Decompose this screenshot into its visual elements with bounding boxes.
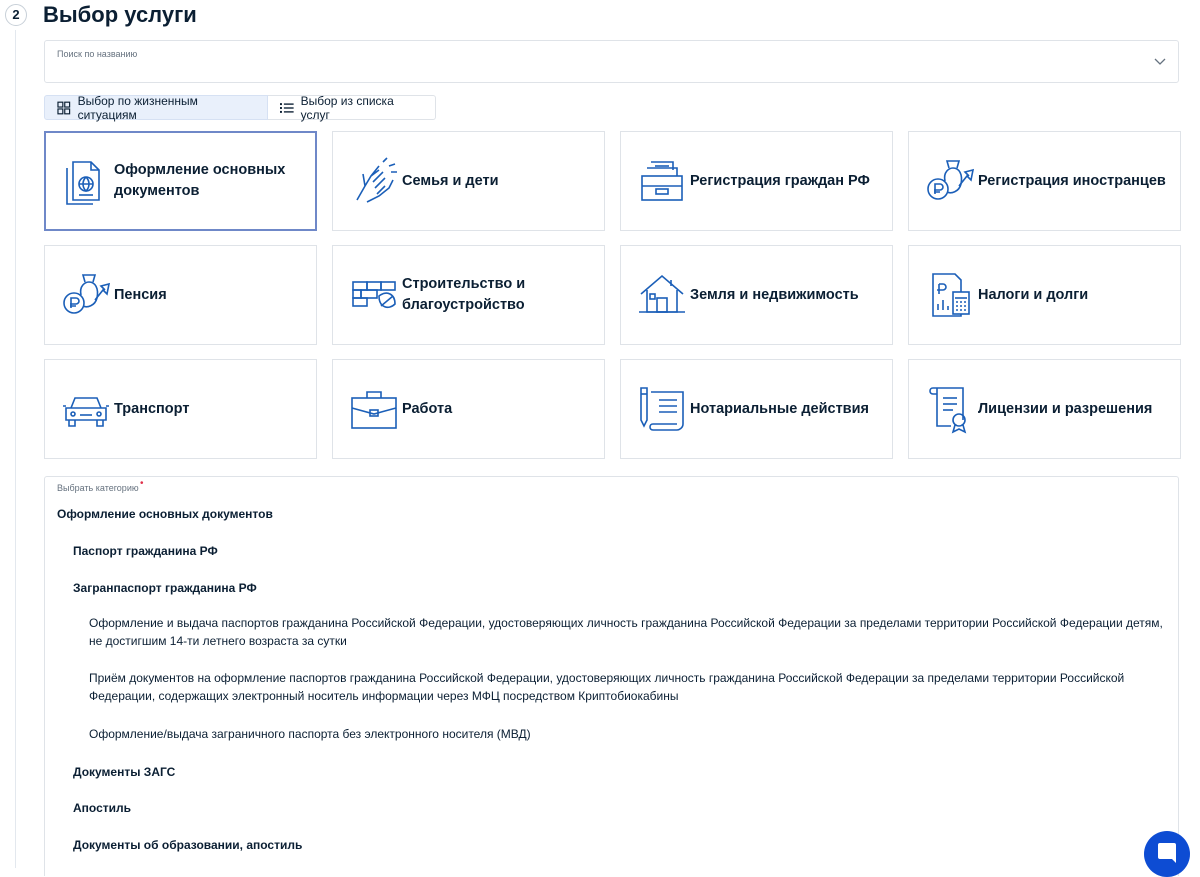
- category-card-taxes[interactable]: [908, 245, 1181, 345]
- money-bag-icon: [925, 156, 975, 206]
- tree-item-apostille[interactable]: Апостиль: [73, 801, 132, 815]
- chat-button[interactable]: [1144, 831, 1190, 877]
- page-title: Выбор услуги: [43, 2, 197, 27]
- tree-item-service[interactable]: Оформление/выдача заграничного паспорта без электронного носителя (МВД): [89, 727, 531, 741]
- tab-service-list[interactable]: [268, 95, 436, 120]
- category-card-documents[interactable]: [44, 131, 317, 231]
- house-icon: [637, 270, 687, 320]
- category-grid: [44, 131, 1180, 459]
- briefcase-icon: [349, 384, 399, 434]
- category-label: Налоги и долги: [978, 286, 1089, 303]
- category-label: Земля и недвижимость: [690, 286, 859, 303]
- tree-item-education[interactable]: Документы об образовании, апостиль: [73, 838, 303, 852]
- category-card-family[interactable]: [332, 131, 605, 231]
- chat-icon-tail: [1170, 857, 1176, 863]
- required-marker: •: [140, 478, 144, 489]
- tree-item-root[interactable]: Оформление основных документов: [57, 507, 273, 521]
- category-card-work[interactable]: [332, 359, 605, 459]
- category-label: Регистрация граждан РФ: [690, 172, 870, 189]
- hands-icon: [349, 156, 399, 206]
- category-card-notary[interactable]: [620, 359, 893, 459]
- category-select-label: Выбрать категорию: [57, 483, 139, 493]
- search-input-label: Поиск по названию: [57, 49, 138, 59]
- category-card-registration-citizens[interactable]: [620, 131, 893, 231]
- search-input[interactable]: [44, 40, 1179, 83]
- tab-life-situations[interactable]: [44, 95, 268, 120]
- tree-item-service[interactable]: Приём документов на оформление паспортов гражданина Российской Федерации, удостоверяющих личность гражданина Российской Федерации за пределами территории Российской Федерации, содержащих электронный носитель информации через МФЦ посредством Криптобиокабины: [89, 671, 1125, 703]
- chevron-down-icon[interactable]: [1154, 58, 1166, 66]
- certificate-icon: [925, 384, 975, 434]
- category-card-construction[interactable]: [332, 245, 605, 345]
- category-label: Семья и дети: [402, 172, 499, 189]
- category-card-pension[interactable]: [44, 245, 317, 345]
- bricks-icon: [349, 270, 399, 320]
- tab-service-list-label: Выбор из списка услуг: [300, 93, 394, 122]
- category-card-registration-foreigners[interactable]: [908, 131, 1181, 231]
- category-label: Пенсия: [114, 286, 167, 303]
- tree-item-foreign-passport[interactable]: Загранпаспорт гражданина РФ: [73, 581, 257, 595]
- category-card-transport[interactable]: [44, 359, 317, 459]
- step-connector-line: [15, 30, 16, 868]
- category-label: Строительство и благоустройство: [402, 276, 526, 313]
- category-label: Нотариальные действия: [690, 400, 869, 417]
- scroll-pen-icon: [637, 384, 687, 434]
- category-label: Транспорт: [114, 400, 190, 417]
- pension-bag-icon: [61, 270, 111, 320]
- tree-item-zags[interactable]: Документы ЗАГС: [73, 765, 176, 779]
- tree-item-service[interactable]: Оформление и выдача паспортов гражданина Российской Федерации, удостоверяющих личность гражданина Российской Федерации за пределами территории Российской Федерации детям, не достигшим 14-ти летнего возраста за сутки: [89, 616, 1163, 648]
- car-icon: [61, 384, 111, 434]
- list-icon: [280, 102, 294, 114]
- step-number: 2: [5, 4, 27, 26]
- tax-calculator-icon: [925, 270, 975, 320]
- category-label: Регистрация иностранцев: [978, 172, 1166, 189]
- category-card-land[interactable]: [620, 245, 893, 345]
- tree-item-passport[interactable]: Паспорт гражданина РФ: [73, 544, 218, 558]
- selection-mode-tabs: [44, 95, 436, 120]
- passport-icon: [61, 156, 111, 206]
- grid-icon: [57, 101, 71, 115]
- tab-life-situations-label: Выбор по жизненным ситуациям: [77, 93, 198, 122]
- category-card-licenses[interactable]: [908, 359, 1181, 459]
- category-label: Лицензии и разрешения: [978, 400, 1153, 417]
- category-label: Работа: [402, 400, 453, 417]
- category-label: Оформление основных документов: [114, 162, 286, 199]
- archive-box-icon: [637, 156, 687, 206]
